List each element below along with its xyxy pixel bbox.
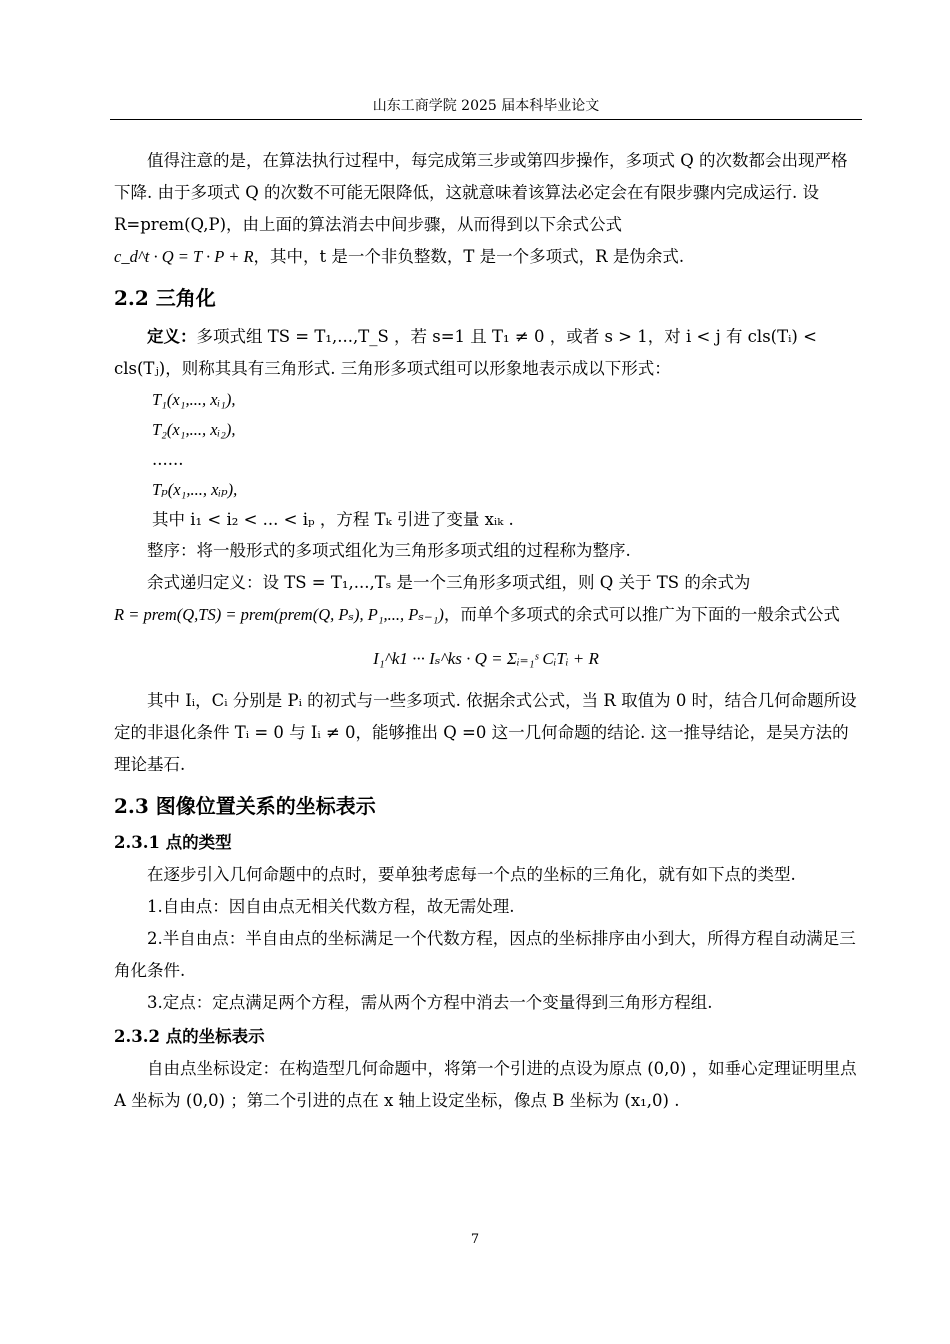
- paragraph-remainder-definition: 余式递归定义：设 TS = T₁,...,Tₛ 是一个三角形多项式组，则 Q 关于 TS 的余式为: [147, 573, 751, 592]
- paragraph-text: 多项式组 TS = T₁,...,T_S ，若 s=1 且 T₁ ≠ 0 ，或者 s > 1，对 i < j 有 cls(Tᵢ) < cls(Tⱼ)，则称其具有三角形式. 三角形多项式组可以形象地表示成以下形式：: [114, 327, 817, 378]
- paragraph-point-types: 在逐步引入几何命题中的点时，要单独考虑每一个点的坐标的三角化，就有如下点的类型.: [147, 865, 796, 884]
- paragraph-coordinates: 自由点坐标设定：在构造型几何命题中，将第一个引进的点设为原点 (0,0) ，如垂心定理证明里点 A 坐标为 (0,0) ；第二个引进的点在 x 轴上设定坐标，像点 B 坐标为 (x₁,0) .: [114, 1059, 857, 1110]
- paragraph-conclusion: 其中 Iᵢ，Cᵢ 分别是 Pᵢ 的初式与一些多项式. 依据余式公式，当 R 取值为 0 时，结合几何命题所设定的非退化条件 Tᵢ = 0 与 Iᵢ ≠ 0，能够推出 Q =0 这一几何命题的结论. 这一推导结论，是吴方法的理论基石.: [114, 691, 857, 774]
- paragraph-remainder-recursive: [114, 599, 858, 631]
- header-rule: [110, 119, 862, 120]
- general-remainder-formula: I₁^k1 ··· Iₛ^ks · Q = Σᵢ₌₁ˢ CᵢTᵢ + R: [373, 649, 599, 668]
- triangular-line-1: T₁(x₁,..., xᵢ₁),: [152, 390, 236, 409]
- triangular-line-p: Tₚ(x₁,..., xᵢₚ),: [152, 480, 238, 499]
- display-formula: [114, 631, 858, 685]
- page-number: 7: [470, 1232, 480, 1247]
- list-item-fixed-point: 3.定点：定点满足两个方程，需从两个方程中消去一个变量得到三角形方程组.: [147, 993, 713, 1012]
- section-heading-2-3-2: 2.3.2 点的坐标表示: [114, 1027, 265, 1046]
- page-header: 山东工商学院 2025 届本科毕业论文: [372, 98, 600, 114]
- section-heading-2-3: 2.3 图像位置关系的坐标表示: [114, 794, 376, 818]
- inline-formula: R = prem(Q,TS) = prem(prem(Q, Pₛ), P₁,..., Pₛ₋₁): [114, 605, 444, 624]
- triangular-where: 其中 i₁ < i₂ < ... < iₚ ，方程 Tₖ 引进了变量 xᵢₖ .: [152, 510, 514, 529]
- section-heading-2-3-1: 2.3.1 点的类型: [114, 833, 232, 852]
- page-body: [114, 145, 858, 1117]
- inline-formula: c_d^t · Q = T · P + R: [114, 247, 254, 266]
- paragraph-text: ，其中，t 是一个非负整数，T 是一个多项式，R 是伪余式.: [253, 247, 685, 266]
- paragraph-text: 值得注意的是，在算法执行过程中，每完成第三步或第四步操作，多项式 Q 的次数都会出现严格下降. 由于多项式 Q 的次数不可能无限降低，这就意味着该算法必定会在有限步骤内完成运行. 设 R=prem(Q,P)，由上面的算法消去中间步骤，从而得到以下余式公式: [114, 151, 848, 234]
- paragraph-definition: [114, 321, 858, 385]
- section-heading-2-2: 2.2 三角化: [114, 286, 216, 310]
- paragraph-remainder-formula: [114, 241, 858, 273]
- list-item-semi-free-point: 2.半自由点：半自由点的坐标满足一个代数方程，因点的坐标排序由小到大，所得方程自动满足三角化条件.: [114, 929, 856, 980]
- triangular-line-2: T₂(x₁,..., xᵢ₂),: [152, 420, 236, 439]
- list-item-free-point: 1.自由点：因自由点无相关代数方程，故无需处理.: [147, 897, 515, 916]
- triangular-ellipsis: ......: [152, 450, 184, 469]
- paragraph-algorithm-termination: [114, 145, 858, 241]
- paragraph-text: ，而单个多项式的余式可以推广为下面的一般余式公式: [443, 605, 840, 624]
- definition-label: 定义：: [147, 327, 197, 346]
- paragraph-ordering: 整序：将一般形式的多项式组化为三角形多项式组的过程称为整序.: [147, 541, 631, 560]
